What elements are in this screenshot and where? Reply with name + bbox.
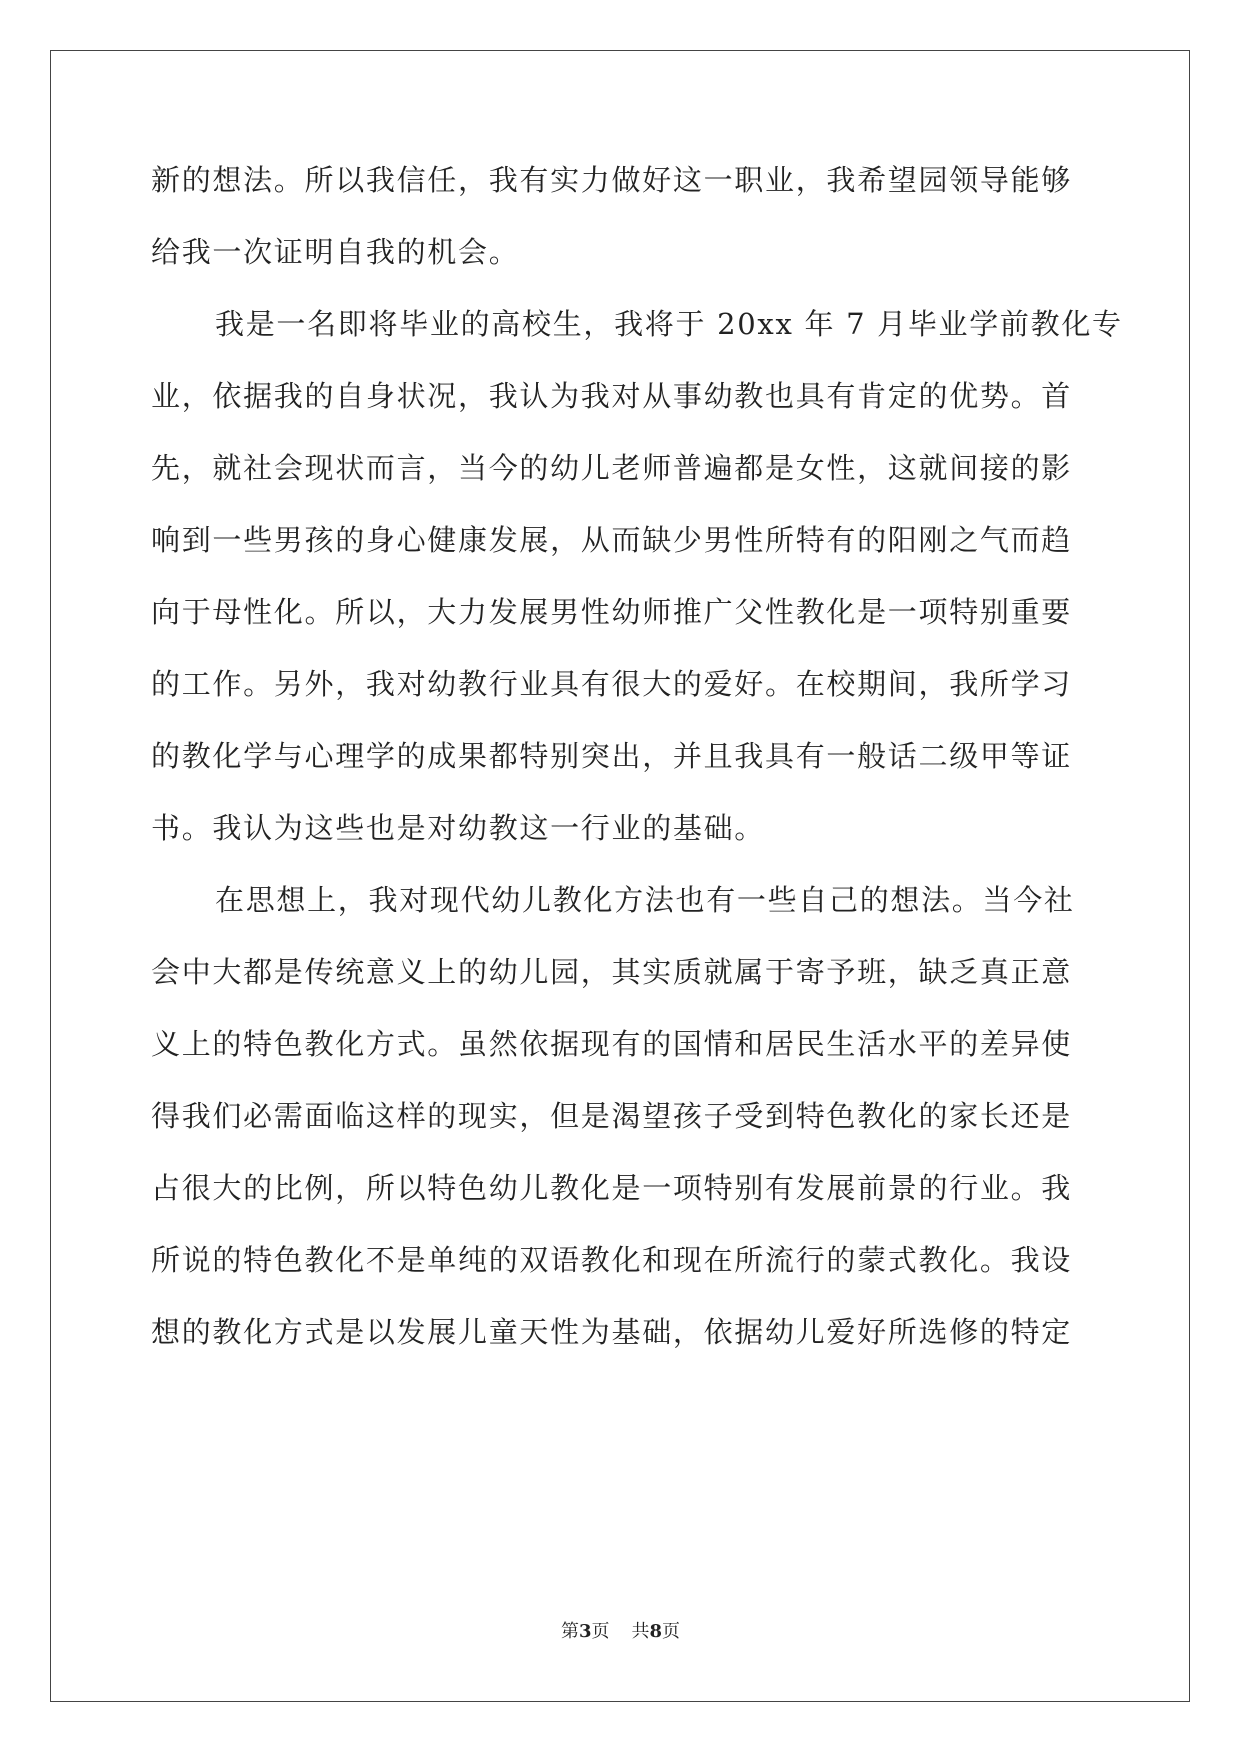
page-number: 第3页 [560, 1621, 610, 1642]
paragraph-line: 响到一些男孩的身心健康发展，从而缺少男性所特有的阳刚之气而趋 [151, 523, 1073, 557]
paragraph-line: 占很大的比例，所以特色幼儿教化是一项特别有发展前景的行业。我 [151, 1171, 1073, 1205]
paragraph-line: 义上的特色教化方式。虽然依据现有的国情和居民生活水平的差异使 [151, 1027, 1073, 1061]
page-border [50, 50, 1190, 1702]
page-footer [0, 1620, 1241, 1644]
paragraph-line: 业，依据我的自身状况，我认为我对从事幼教也具有肯定的优势。首 [151, 379, 1073, 413]
paragraph-line: 想的教化方式是以发展儿童天性为基础，依据幼儿爱好所选修的特定 [151, 1315, 1073, 1349]
paragraph-line: 会中大都是传统意义上的幼儿园，其实质就属于寄予班，缺乏真正意 [151, 955, 1073, 989]
paragraph-line: 新的想法。所以我信任，我有实力做好这一职业，我希望园领导能够 [151, 163, 1073, 197]
paragraph-line: 所说的特色教化不是单纯的双语教化和现在所流行的蒙式教化。我设 [151, 1243, 1073, 1277]
paragraph-line: 书。我认为这些也是对幼教这一行业的基础。 [151, 811, 766, 845]
paragraph-line: 给我一次证明自我的机会。 [151, 235, 520, 269]
paragraph-line: 向于母性化。所以，大力发展男性幼师推广父性教化是一项特别重要 [151, 595, 1073, 629]
page-total: 共8页 [631, 1621, 681, 1642]
paragraph-line: 得我们必需面临这样的现实，但是渴望孩子受到特色教化的家长还是 [151, 1099, 1073, 1133]
paragraph-line: 的工作。另外，我对幼教行业具有很大的爱好。在校期间，我所学习 [151, 667, 1073, 701]
paragraph-line: 在思想上，我对现代幼儿教化方法也有一些自己的想法。当今社 [215, 883, 1075, 917]
paragraph-line: 的教化学与心理学的成果都特别突出，并且我具有一般话二级甲等证 [151, 739, 1073, 773]
paragraph-line: 我是一名即将毕业的高校生，我将于 20xx 年 7 月毕业学前教化专 [215, 307, 1123, 341]
paragraph-line: 先，就社会现状而言，当今的幼儿老师普遍都是女性，这就间接的影 [151, 451, 1073, 485]
